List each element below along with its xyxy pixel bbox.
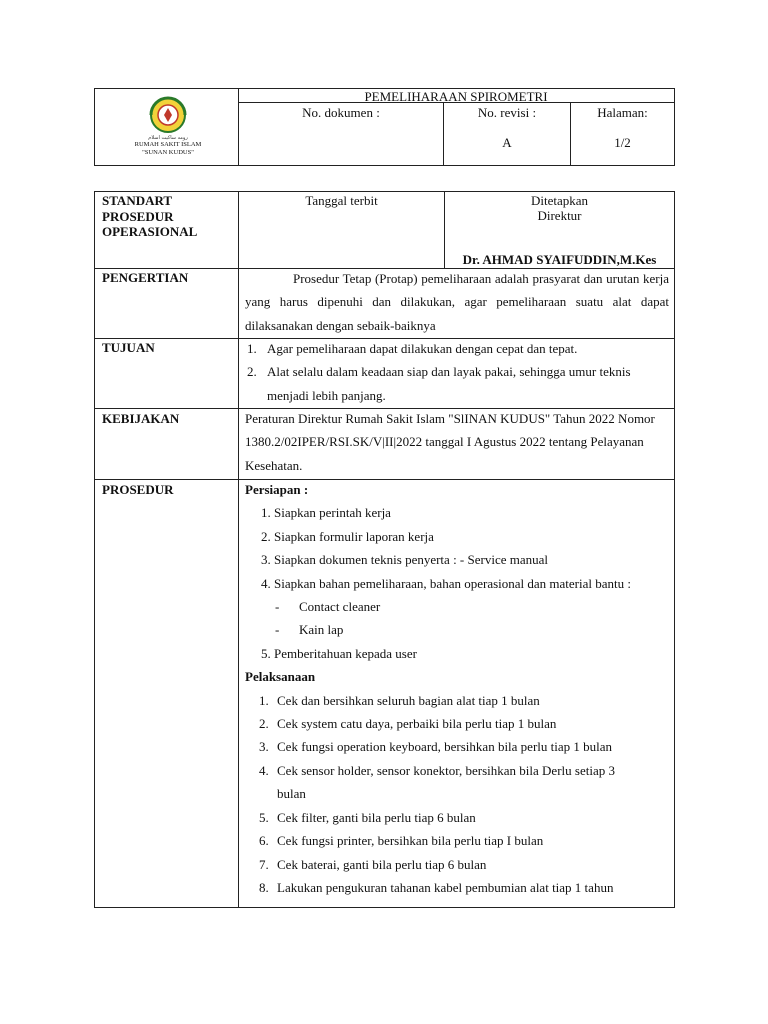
issue-date-label: Tanggal terbit	[305, 193, 378, 208]
page-value: 1/2	[614, 135, 631, 150]
director-name: Dr. AHMAD SYAIFUDDIN,M.Kes	[462, 252, 657, 267]
list-item: 2. Alat selalu dalam keadaan siap dan layak pakai, sehingga umur teknis menjadi lebih panjang.	[247, 364, 631, 403]
header-table	[94, 88, 675, 166]
document-title: PEMELIHARAAN SPIROMETRI	[364, 89, 548, 104]
revision-label: No. revisi :	[477, 105, 537, 120]
sub-list-item: - Kain lap	[275, 622, 344, 638]
sop-label-line: OPERASIONAL	[102, 224, 198, 240]
list-item: 2. Siapkan formulir laporan kerja	[261, 528, 434, 544]
list-item: 8. Lakukan pengukuran tahanan kabel pembumian alat tiap 1 tahun	[259, 879, 614, 895]
sub-list-item: - Contact cleaner	[275, 599, 381, 615]
logo-line-1: RUMAH SAKIT ISLAM	[134, 141, 202, 148]
divider	[238, 192, 239, 907]
svg-text:ﺭﻭﻣﻪ ﺳﺎﻛﻴﺖ ﺍﺳﻼﻡ: ﺭﻭﻣﻪ ﺳﺎﻛﻴﺖ ﺍﺳﻼﻡ	[148, 135, 188, 141]
list-item: 6. Cek fungsi printer, bersihkan bila perlu tiap I bulan	[259, 833, 544, 849]
sop-label-line: STANDART	[102, 193, 173, 208]
sop-table	[94, 191, 675, 908]
kebijakan-text: Peraturan Direktur Rumah Sakit Islam "SlINAN KUDUS" Tahun 2022 Nomor 1380.2/02IPER/RSI.SK/V|II|2022 tanggal I Agustus 2022 tentang Pelayanan Kesehatan.	[245, 411, 655, 473]
list-item: 4. Cek sensor holder, sensor konektor, bersihkan bila Derlu setiap 3	[259, 762, 615, 778]
pengertian-text: Prosedur Tetap (Protap) pemeliharaan adalah prasyarat dan urutan kerja yang harus dipenuhi dan dilakukan, agar pemeliharaan suatu alat dapat dilaksanakan dengan sebaik-baiknya	[245, 271, 669, 333]
list-item: 5. Pemberitahuan kepada user	[261, 645, 417, 661]
list-item: 1. Agar pemeliharaan dapat dilakukan dengan cepat dan tepat.	[247, 341, 578, 356]
pengertian-label: PENGERTIAN	[102, 270, 189, 285]
persiapan-title: Persiapan :	[245, 482, 309, 497]
kebijakan-label: KEBIJAKAN	[102, 411, 180, 426]
set-by-line-1: Ditetapkan	[530, 193, 589, 208]
list-item-continuation: bulan	[277, 786, 306, 802]
logo-emblem-icon	[129, 95, 207, 141]
sop-label-line: PROSEDUR	[102, 208, 174, 224]
prosedur-label: PROSEDUR	[102, 482, 174, 497]
list-item: 3. Siapkan dokumen teknis penyerta : - Service manual	[261, 552, 549, 568]
tujuan-list	[247, 337, 667, 407]
sop-label	[102, 193, 197, 240]
pelaksanaan-title: Pelaksanaan	[245, 669, 316, 685]
revision-value: A	[502, 135, 512, 150]
page-label: Halaman:	[597, 105, 648, 120]
tujuan-label: TUJUAN	[102, 340, 155, 355]
list-item: 3. Cek fungsi operation keyboard, bersihkan bila perlu tiap 1 bulan	[259, 739, 613, 755]
prosedur-content	[245, 478, 669, 899]
list-item: 5. Cek filter, ganti bila perlu tiap 6 bulan	[259, 809, 476, 825]
list-item: 1. Siapkan perintah kerja	[261, 505, 391, 521]
list-item: 4. Siapkan bahan pemeliharaan, bahan operasional dan material bantu :	[261, 575, 631, 591]
set-by-line-2: Direktur	[537, 208, 582, 223]
hospital-logo	[129, 95, 207, 161]
list-item: 1. Cek dan bersihkan seluruh bagian alat tiap 1 bulan	[259, 692, 540, 708]
list-item: 2. Cek system catu daya, perbaiki bila perlu tiap 1 bulan	[259, 716, 557, 732]
logo-line-2: "SUNAN KUDUS"	[142, 149, 194, 156]
list-item: 7. Cek baterai, ganti bila perlu tiap 6 bulan	[259, 856, 487, 872]
doc-number-label: No. dokumen :	[302, 105, 380, 120]
